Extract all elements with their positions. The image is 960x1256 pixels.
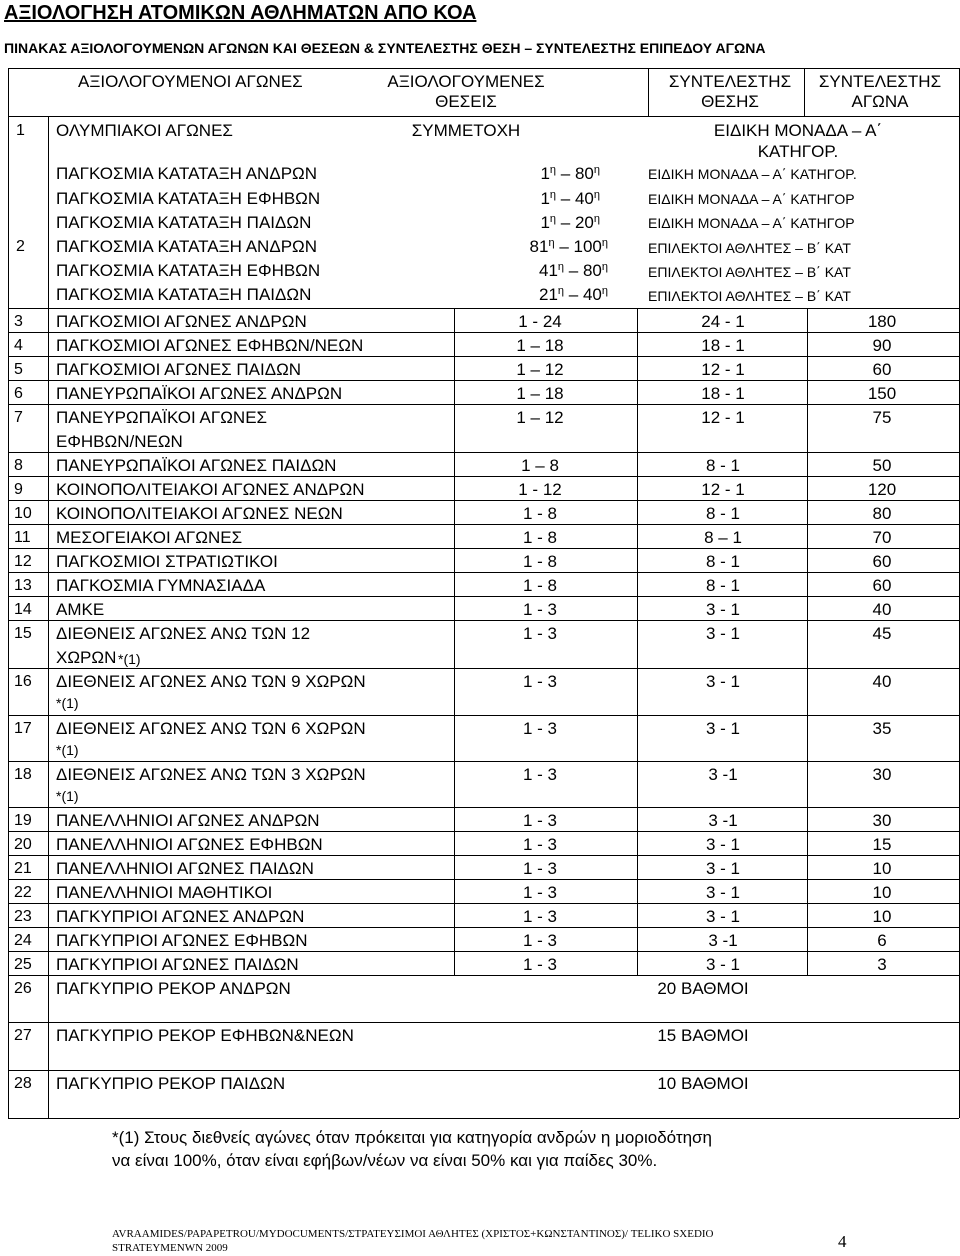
range-sup: η: [557, 285, 565, 297]
row-name: ΠΑΓΚΟΣΜΙΟΙ ΑΓΩΝΕΣ ΠΑΙΔΩΝ: [56, 360, 302, 379]
row-divider: [8, 879, 959, 880]
range-sup: η: [593, 164, 600, 176]
row-number: 24: [14, 932, 32, 949]
row-name: ΠΑΝΕΛΛΗΝΙΟΙ ΑΓΩΝΕΣ ΠΑΙΔΩΝ: [56, 859, 314, 878]
range-from: 41: [539, 261, 558, 280]
header-syn-agona: ΣΥΝΤΕΛΕΣΤΗΣ: [818, 72, 942, 91]
row-coef: 3 - 1: [705, 600, 741, 619]
row-agona: 120: [867, 480, 897, 499]
row-name: ΑΜΚΕ: [56, 600, 105, 619]
page-title: ΑΞΙΟΛΟΓΗΣΗ ΑΤΟΜΙΚΩΝ ΑΘΛΗΜΑΤΩΝ ΑΠΟ ΚΟΑ: [4, 2, 477, 24]
row-divider: [8, 548, 959, 549]
ranking-name: ΠΑΓΚΟΣΜΙΑ ΚΑΤΑΤΑΞΗ ΠΑΙΔΩΝ: [56, 285, 312, 304]
row-position: 1 – 8: [521, 456, 559, 475]
column-divider: [807, 308, 808, 976]
ranking-coef: ΕΙΔΙΚΗ ΜΟΝΑΔΑ – Α΄ ΚΑΤΗΓΟΡ: [648, 191, 855, 207]
row-name: ΠΑΓΚΥΠΡΙΟΙ ΑΓΩΝΕΣ ΕΦΗΒΩΝ: [56, 931, 308, 950]
row-agona: 40: [872, 600, 892, 619]
row-coef: 3 - 1: [705, 907, 741, 926]
ranking-range: $1^\eta - 20^\eta$: [540, 213, 600, 232]
row-name-2: ΧΩΡΩΝ: [56, 648, 117, 667]
row-position: 1 - 3: [522, 765, 558, 784]
range-to: 40: [582, 285, 602, 304]
row-name: ΔΙΕΘΝΕΙΣ ΑΓΩΝΕΣ ΑΝΩ ΤΩΝ 9 ΧΩΡΩΝ: [56, 672, 366, 691]
row-agona: 60: [872, 576, 892, 595]
table-subtitle: ΠΙΝΑΚΑΣ ΑΞΙΟΛΟΓΟΥΜΕΝΩΝ ΑΓΩΝΩΝ ΚΑΙ ΘΕΣΕΩΝ & ΣΥΝΤΕΛΕΣΤΗΣ ΘΕΣΗ – ΣΥΝΤΕΛΕΣΤΗΣ ΕΠΙΠΕΔΟΥ ΑΓΩΝΑ: [4, 40, 766, 56]
row-number: 27: [14, 1027, 32, 1044]
row-number: 23: [14, 908, 32, 925]
row-position: 1 - 3: [522, 672, 558, 691]
row-divider: [8, 476, 959, 477]
range-sup: η: [549, 213, 557, 225]
row-position: 1 - 3: [522, 835, 558, 854]
row-divider: [8, 572, 959, 573]
row-divider: [8, 332, 959, 333]
row-divider: [8, 715, 959, 716]
row-coef: ΕΙΔΙΚΗ ΜΟΝΑΔΑ – Α΄: [713, 121, 883, 140]
row-divider: [8, 308, 959, 309]
row-agona: 3: [877, 955, 887, 974]
row-name: ΟΛΥΜΠΙΑΚΟΙ ΑΓΩΝΕΣ: [56, 121, 233, 140]
row-divider: [8, 596, 959, 597]
row-position: 1 – 18: [516, 384, 564, 403]
row-coef: 18 - 1: [701, 336, 745, 355]
row-number: 4: [14, 337, 23, 354]
row-divider: [8, 620, 959, 621]
range-from: 1: [540, 164, 550, 183]
row-coef: 3 - 1: [705, 624, 741, 643]
row-coef: 8 - 1: [705, 456, 741, 475]
row-coef: 8 – 1: [704, 528, 742, 547]
row-coef: 12 - 1: [701, 480, 745, 499]
column-divider: [8, 68, 9, 1118]
row-divider: [8, 855, 959, 856]
row-coef: 18 - 1: [701, 384, 745, 403]
range-to: 80: [582, 261, 602, 280]
range-sup: η: [548, 237, 555, 249]
row-position: 1 - 8: [522, 552, 558, 571]
row-name: ΠΑΓΚΟΣΜΙΟΙ ΑΓΩΝΕΣ ΕΦΗΒΩΝ/ΝΕΩΝ: [56, 336, 364, 355]
row-coef-2: ΚΑΤΗΓΟΡ.: [757, 142, 839, 161]
row-name: ΠΑΝΕΛΛΗΝΙΟΙ ΜΑΘΗΤΙΚΟΙ: [56, 883, 273, 902]
row-number: 25: [14, 956, 32, 973]
row-position: 1 - 3: [522, 859, 558, 878]
ranking-range: $1^\eta - 40^\eta$: [540, 189, 600, 208]
row-points: 10 ΒΑΘΜΟΙ: [657, 1074, 749, 1093]
ranking-coef: ΕΠΙΛΕΚΤΟΙ ΑΘΛΗΤΕΣ – Β΄ ΚΑΤ: [648, 288, 851, 304]
row-name: ΔΙΕΘΝΕΙΣ ΑΓΩΝΕΣ ΑΝΩ ΤΩΝ 12: [56, 624, 311, 643]
range-from: 1: [540, 213, 550, 232]
row-number: 19: [14, 812, 32, 829]
range-to: 100: [573, 237, 602, 256]
row-position: 1 - 3: [522, 624, 558, 643]
row-agona: 6: [877, 931, 887, 950]
row-agona: 90: [872, 336, 892, 355]
range-to: 80: [574, 164, 594, 183]
range-sup: η: [593, 213, 600, 225]
range-sup: η: [601, 261, 608, 273]
ranking-name: ΠΑΓΚΟΣΜΙΑ ΚΑΤΑΤΑΞΗ ΑΝΔΡΩΝ: [56, 237, 318, 256]
row-note: *(1): [56, 695, 79, 711]
row-name: ΔΙΕΘΝΕΙΣ ΑΓΩΝΕΣ ΑΝΩ ΤΩΝ 6 ΧΩΡΩΝ: [56, 719, 366, 738]
row-agona: 40: [872, 672, 892, 691]
row-divider: [8, 116, 959, 117]
row-number: 18: [14, 766, 32, 783]
row-number: 2: [16, 238, 25, 255]
row-position: 1 – 12: [516, 408, 564, 427]
row-number: 3: [14, 313, 23, 330]
row-divider: [8, 975, 959, 976]
row-points: 15 ΒΑΘΜΟΙ: [657, 1026, 749, 1045]
row-coef: 8 - 1: [705, 504, 741, 523]
column-divider: [804, 68, 805, 116]
row-divider: [8, 1118, 959, 1119]
footer-path: AVRAAMIDES/PAPAPETROU/MYDOCUMENTS/ΣΤΡΑΤΕΥΣΙΜΟΙ ΑΘΛΗΤΕΣ (ΧΡΙΣΤΟΣ+ΚΩΝΣΤΑΝΤΙΝΟΣ)/ TELIKO SXEDIO: [112, 1228, 714, 1240]
row-coef: 8 - 1: [705, 552, 741, 571]
row-number: 21: [14, 860, 32, 877]
row-coef: 12 - 1: [701, 408, 745, 427]
row-number: 8: [14, 457, 23, 474]
header-theseis: ΑΞΙΟΛΟΓΟΥΜΕΝΕΣ: [387, 72, 545, 91]
row-number: 7: [14, 409, 23, 426]
range-sup: η: [601, 285, 608, 297]
row-name: ΠΑΓΚΥΠΡΙΟ ΡΕΚΟΡ ΑΝΔΡΩΝ: [56, 979, 291, 998]
row-agona: 10: [872, 859, 892, 878]
range-sup: η: [557, 261, 565, 273]
row-note: *(1): [118, 651, 141, 667]
range-to: 20: [574, 213, 594, 232]
column-divider: [48, 116, 49, 1118]
row-divider: [8, 380, 959, 381]
row-agona: 50: [872, 456, 892, 475]
range-sup: η: [549, 164, 557, 176]
ranking-coef: ΕΠΙΛΕΚΤΟΙ ΑΘΛΗΤΕΣ – Β΄ ΚΑΤ: [648, 240, 851, 256]
row-position: 1 - 8: [522, 528, 558, 547]
row-number: 9: [14, 481, 23, 498]
row-name: ΔΙΕΘΝΕΙΣ ΑΓΩΝΕΣ ΑΝΩ ΤΩΝ 3 ΧΩΡΩΝ: [56, 765, 366, 784]
row-number: 6: [14, 385, 23, 402]
row-name: ΜΕΣΟΓΕΙΑΚΟΙ ΑΓΩΝΕΣ: [56, 528, 243, 547]
ranking-range: $81^\eta - 100^\eta$: [529, 237, 608, 256]
row-position: 1 - 12: [518, 480, 562, 499]
row-number: 28: [14, 1075, 32, 1092]
row-divider: [8, 404, 959, 405]
row-position: 1 - 8: [522, 576, 558, 595]
row-agona: 70: [872, 528, 892, 547]
row-position: 1 - 24: [518, 312, 562, 331]
row-divider: [8, 524, 959, 525]
row-coef: 3 - 1: [705, 955, 741, 974]
row-number: 10: [14, 505, 32, 522]
range-from: 81: [529, 237, 549, 256]
row-divider: [8, 452, 959, 453]
row-divider: [8, 356, 959, 357]
row-agona: 60: [872, 360, 892, 379]
row-position: 1 - 3: [522, 719, 558, 738]
footnote-line-2: να είναι 100%, όταν είναι εφήβων/νέων να είναι 50% και για παίδες 30%.: [112, 1151, 658, 1170]
row-coef: 3 -1: [708, 765, 738, 784]
row-position: 1 - 3: [522, 955, 558, 974]
row-name: ΠΑΝΕΛΛΗΝΙΟΙ ΑΓΩΝΕΣ ΑΝΔΡΩΝ: [56, 811, 320, 830]
range-sup: η: [601, 237, 608, 249]
row-divider: [8, 68, 959, 69]
row-points: 20 ΒΑΘΜΟΙ: [657, 979, 749, 998]
row-agona: 45: [872, 624, 892, 643]
range-sup: η: [593, 189, 600, 201]
row-number: 16: [14, 673, 32, 690]
row-divider: [8, 831, 959, 832]
column-divider: [648, 68, 649, 116]
row-divider: [8, 807, 959, 808]
page-number: 4: [838, 1232, 847, 1251]
row-name: ΠΑΓΚΥΠΡΙΟ ΡΕΚΟΡ ΠΑΙΔΩΝ: [56, 1074, 286, 1093]
row-number: 1: [16, 122, 25, 139]
row-agona: 10: [872, 907, 892, 926]
row-coef: 3 -1: [708, 931, 738, 950]
row-agona: 75: [872, 408, 892, 427]
column-divider: [454, 308, 455, 976]
row-name: ΠΑΓΚΥΠΡΙΟΙ ΑΓΩΝΕΣ ΑΝΔΡΩΝ: [56, 907, 305, 926]
ranking-name: ΠΑΓΚΟΣΜΙΑ ΚΑΤΑΤΑΞΗ ΑΝΔΡΩΝ: [56, 164, 318, 183]
row-coef: 8 - 1: [705, 576, 741, 595]
row-agona: 180: [867, 312, 897, 331]
row-position: 1 – 18: [516, 336, 564, 355]
row-agona: 15: [872, 835, 892, 854]
ranking-name: ΠΑΓΚΟΣΜΙΑ ΚΑΤΑΤΑΞΗ ΕΦΗΒΩΝ: [56, 189, 321, 208]
ranking-range: $1^\eta - 80^\eta$: [540, 164, 600, 183]
row-position: 1 – 12: [516, 360, 564, 379]
row-note: *(1): [56, 788, 79, 804]
row-number: 20: [14, 836, 32, 853]
row-position: 1 - 8: [522, 504, 558, 523]
row-coef: 24 - 1: [701, 312, 745, 331]
row-divider: [8, 500, 959, 501]
row-position: 1 - 3: [522, 931, 558, 950]
row-name: ΠΑΝΕΛΛΗΝΙΟΙ ΑΓΩΝΕΣ ΕΦΗΒΩΝ: [56, 835, 323, 854]
row-divider: [8, 668, 959, 669]
row-coef: 3 -1: [708, 811, 738, 830]
row-coef: 3 - 1: [705, 883, 741, 902]
row-name: ΚΟΙΝΟΠΟΛΙΤΕΙΑΚΟΙ ΑΓΩΝΕΣ ΝΕΩΝ: [56, 504, 343, 523]
range-from: 1: [540, 189, 550, 208]
row-agona: 30: [872, 811, 892, 830]
header-syn-agona-2: ΑΓΩΝΑ: [851, 92, 909, 111]
row-divider: [8, 903, 959, 904]
footnote-line-1: *(1) Στους διεθνείς αγώνες όταν πρόκειται για κατηγορία ανδρών η μοριοδότηση: [112, 1128, 712, 1147]
row-divider: [8, 927, 959, 928]
ranking-coef: ΕΙΔΙΚΗ ΜΟΝΑΔΑ – Α΄ ΚΑΤΗΓΟΡ: [648, 215, 855, 231]
header-syn-thesis-2: ΘΕΣΗΣ: [701, 92, 759, 111]
range-from: 21: [539, 285, 558, 304]
ranking-coef: ΕΠΙΛΕΚΤΟΙ ΑΘΛΗΤΕΣ – Β΄ ΚΑΤ: [648, 264, 851, 280]
header-agones: ΑΞΙΟΛΟΓΟΥΜΕΝΟΙ ΑΓΩΝΕΣ: [78, 72, 303, 91]
row-number: 17: [14, 720, 32, 737]
row-name: ΠΑΓΚΥΠΡΙΟ ΡΕΚΟΡ ΕΦΗΒΩΝ&ΝΕΩΝ: [56, 1026, 354, 1045]
ranking-name: ΠΑΓΚΟΣΜΙΑ ΚΑΤΑΤΑΞΗ ΠΑΙΔΩΝ: [56, 213, 312, 232]
ranking-range: $41^\eta - 80^\eta$: [539, 261, 608, 280]
row-name: ΠΑΓΚΟΣΜΙΟΙ ΑΓΩΝΕΣ ΑΝΔΡΩΝ: [56, 312, 307, 331]
row-number: 13: [14, 577, 32, 594]
range-to: 40: [574, 189, 594, 208]
row-number: 12: [14, 553, 32, 570]
ranking-name: ΠΑΓΚΟΣΜΙΑ ΚΑΤΑΤΑΞΗ ΕΦΗΒΩΝ: [56, 261, 321, 280]
row-position: 1 - 3: [522, 883, 558, 902]
row-agona: 80: [872, 504, 892, 523]
row-divider: [8, 1022, 959, 1023]
row-coef: 3 - 1: [705, 859, 741, 878]
row-name: ΠΑΓΚΟΣΜΙΟΙ ΣΤΡΑΤΙΩΤΙΚΟΙ: [56, 552, 278, 571]
row-number: 5: [14, 361, 23, 378]
row-agona: 10: [872, 883, 892, 902]
header-theseis-2: ΘΕΣΕΙΣ: [435, 92, 497, 111]
row-note: *(1): [56, 742, 79, 758]
row-coef: 12 - 1: [701, 360, 745, 379]
row-position: 1 - 3: [522, 811, 558, 830]
ranking-coef: ΕΙΔΙΚΗ ΜΟΝΑΔΑ – Α΄ ΚΑΤΗΓΟΡ.: [648, 166, 857, 182]
column-divider: [637, 308, 638, 976]
row-number: 11: [14, 529, 31, 546]
row-number: 26: [14, 980, 32, 997]
row-agona: 60: [872, 552, 892, 571]
row-coef: 3 - 1: [705, 672, 741, 691]
row-number: 15: [14, 625, 32, 642]
row-name-2: ΕΦΗΒΩΝ/ΝΕΩΝ: [56, 432, 183, 451]
row-position: 1 - 3: [522, 907, 558, 926]
row-number: 22: [14, 884, 32, 901]
row-name: ΠΑΓΚΟΣΜΙΑ ΓΥΜΝΑΣΙΑΔΑ: [56, 576, 266, 595]
row-position: ΣΥΜΜΕΤΟΧΗ: [411, 121, 521, 140]
row-coef: 3 - 1: [705, 719, 741, 738]
row-name: ΠΑΝΕΥΡΩΠΑΪΚΟΙ ΑΓΩΝΕΣ: [56, 408, 268, 427]
row-number: 14: [14, 601, 32, 618]
row-divider: [8, 761, 959, 762]
range-sup: η: [549, 189, 557, 201]
row-divider: [8, 951, 959, 952]
row-coef: 3 - 1: [705, 835, 741, 854]
row-name: ΚΟΙΝΟΠΟΛΙΤΕΙΑΚΟΙ ΑΓΩΝΕΣ ΑΝΔΡΩΝ: [56, 480, 365, 499]
row-agona: 35: [872, 719, 892, 738]
header-syn-thesis: ΣΥΝΤΕΛΕΣΤΗΣ: [668, 72, 792, 91]
row-position: 1 - 3: [522, 600, 558, 619]
ranking-range: $21^\eta - 40^\eta$: [539, 285, 608, 304]
row-name: ΠΑΓΚΥΠΡΙΟΙ ΑΓΩΝΕΣ ΠΑΙΔΩΝ: [56, 955, 299, 974]
row-agona: 150: [867, 384, 897, 403]
row-divider: [8, 1070, 959, 1071]
footer-path-2: STRATEYMENWN 2009: [112, 1242, 228, 1254]
row-name: ΠΑΝΕΥΡΩΠΑΪΚΟΙ ΑΓΩΝΕΣ ΑΝΔΡΩΝ: [56, 384, 343, 403]
row-name: ΠΑΝΕΥΡΩΠΑΪΚΟΙ ΑΓΩΝΕΣ ΠΑΙΔΩΝ: [56, 456, 337, 475]
row-agona: 30: [872, 765, 892, 784]
